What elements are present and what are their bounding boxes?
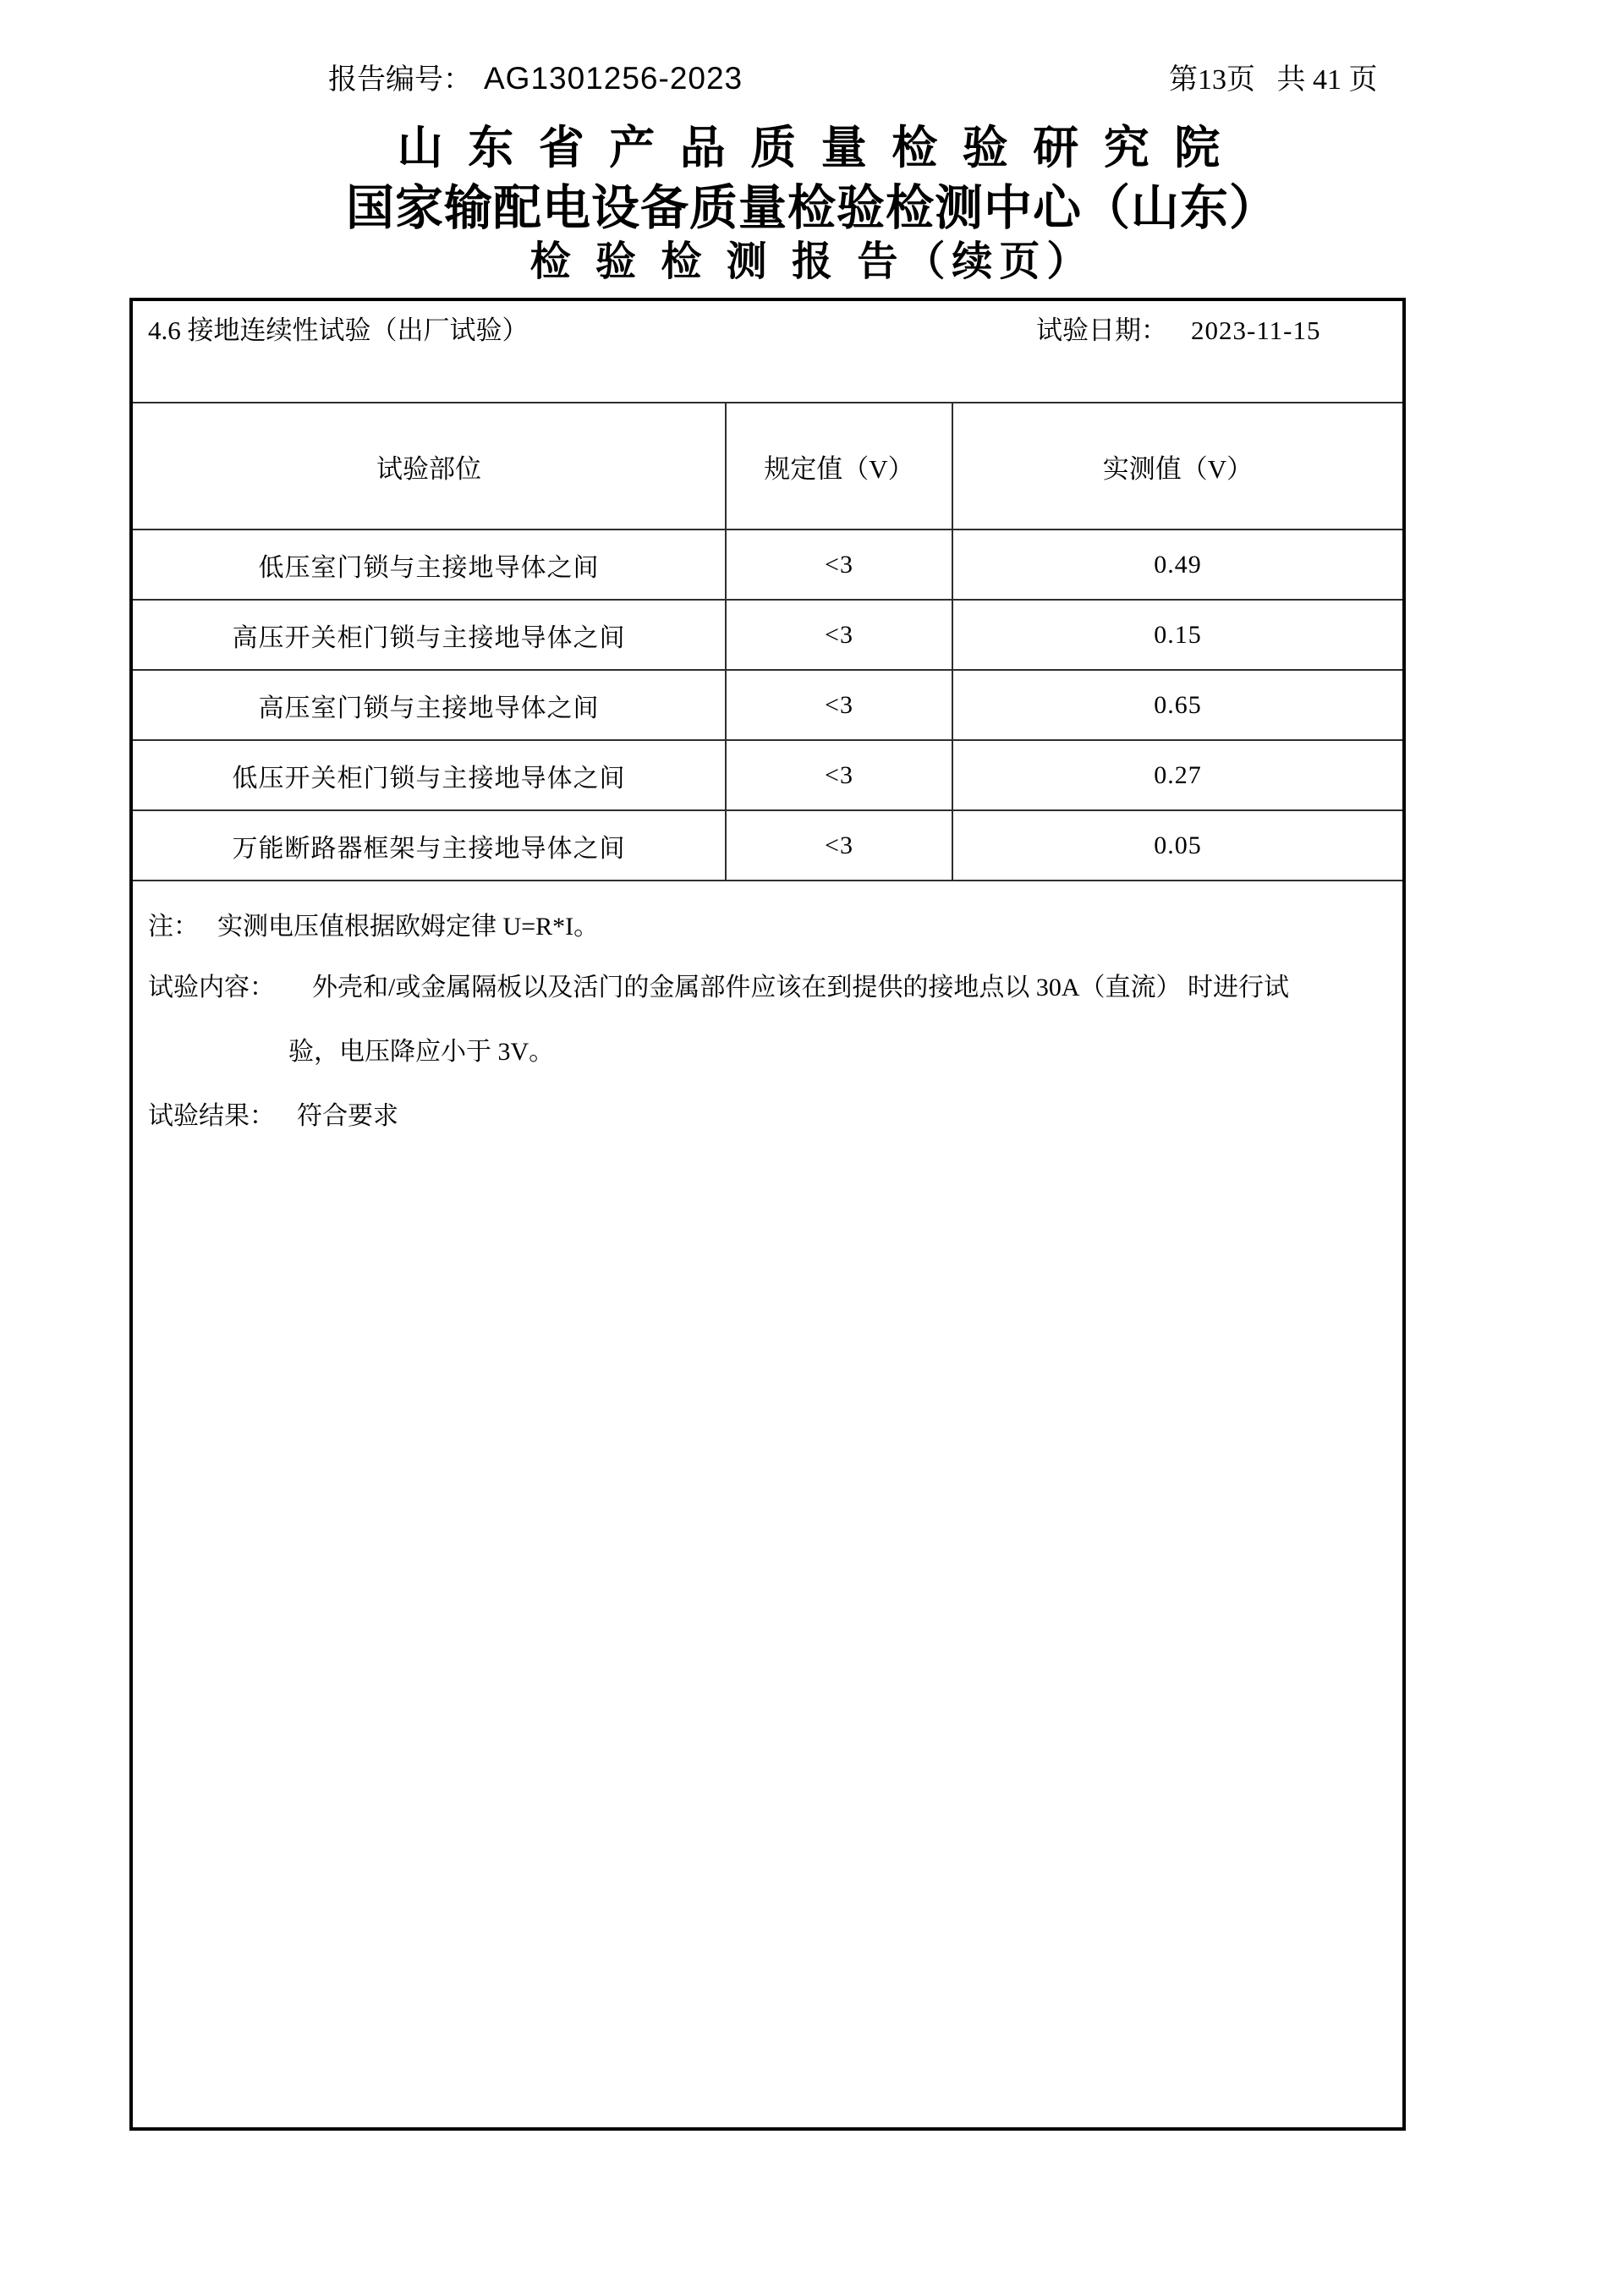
center-title: 国家输配电设备质量检验检测中心（山东） (346, 181, 1278, 235)
table-row (133, 529, 1402, 600)
page-indicator: 第13页 共 41 页 (1169, 64, 1378, 96)
table-row (133, 600, 1402, 670)
note-test-content-continued: 验，电压降应小于 3V。 (288, 1038, 555, 1066)
test-date (1036, 309, 1321, 347)
part-cell: 万能断路器框架与主接地导体之间 (133, 810, 726, 881)
test-date-label: 试验日期： (1036, 315, 1167, 345)
report-title: 检 验 检 测 报 告（续页） (529, 239, 1095, 284)
spec-cell: <3 (726, 740, 952, 810)
part-cell: 低压开关柜门锁与主接地导体之间 (133, 740, 726, 810)
column-header-measured: 实测值（V） (952, 403, 1402, 529)
section-title: 4.6 接地连续性试验（出厂试验） (148, 315, 529, 345)
table-row (133, 740, 1402, 810)
part-cell: 高压室门锁与主接地导体之间 (133, 670, 726, 740)
report-box (129, 298, 1406, 2131)
measured-cell: 0.05 (952, 810, 1402, 881)
spec-cell: <3 (726, 529, 952, 600)
report-number (328, 56, 743, 97)
part-cell: 高压开关柜门锁与主接地导体之间 (133, 600, 726, 670)
note-remark (148, 905, 599, 942)
institute-title: 山 东 省 产 品 质 量 检 验 研 究 院 (397, 123, 1227, 173)
note-remark-label: 注： (148, 913, 199, 941)
report-number-value: AG1301256-2023 (484, 61, 743, 96)
measured-cell: 0.27 (952, 740, 1402, 810)
spec-cell: <3 (726, 670, 952, 740)
note-test-content-text-line1: 外壳和/或金属隔板以及活门的金属部件应该在到提供的接地点以 30A（直流） 时进行试 (312, 974, 1289, 1001)
column-header-part: 试验部位 (133, 403, 726, 529)
note-test-content (148, 966, 1289, 1003)
table-header-row (133, 403, 1402, 529)
spec-cell: <3 (726, 810, 952, 881)
column-header-spec: 规定值（V） (726, 403, 952, 529)
note-test-result (148, 1095, 398, 1132)
note-test-content-label: 试验内容： (148, 974, 275, 1001)
table-row (133, 810, 1402, 881)
measured-cell: 0.15 (952, 600, 1402, 670)
measured-cell: 0.49 (952, 529, 1402, 600)
test-date-value: 2023-11-15 (1191, 315, 1321, 345)
part-cell: 低压室门锁与主接地导体之间 (133, 529, 726, 600)
results-table (133, 402, 1402, 881)
note-remark-text: 实测电压值根据欧姆定律 U=R*I。 (217, 913, 600, 941)
measured-cell: 0.65 (952, 670, 1402, 740)
spec-cell: <3 (726, 600, 952, 670)
note-test-result-label: 试验结果： (148, 1102, 275, 1130)
table-row (133, 670, 1402, 740)
report-number-label: 报告编号： (328, 64, 472, 96)
note-test-result-text: 符合要求 (297, 1102, 398, 1130)
